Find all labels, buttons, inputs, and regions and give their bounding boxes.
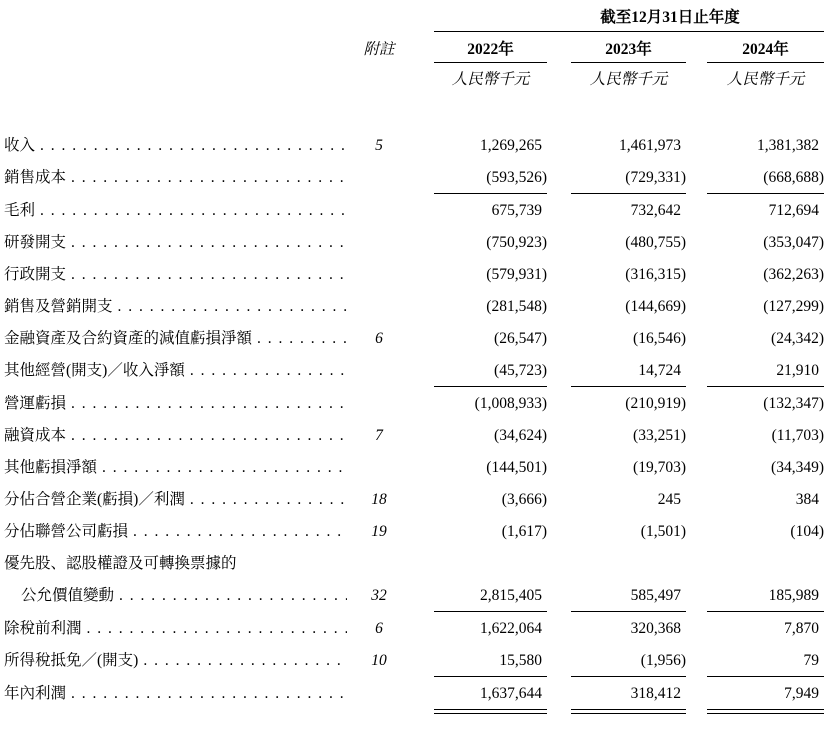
table-row <box>4 522 824 542</box>
note-cell: 10 <box>371 652 387 669</box>
value-cell <box>571 426 686 446</box>
row-label <box>4 426 356 446</box>
value-text: (19,703) <box>633 459 686 476</box>
note-column-header: 附註 <box>363 41 395 58</box>
dot-leader <box>71 394 347 414</box>
value-cell <box>707 329 824 349</box>
value-text: (11,703) <box>771 427 824 444</box>
row-label-text: 毛利 <box>4 202 36 219</box>
value-cell <box>571 522 686 542</box>
table-row <box>4 361 824 387</box>
value-cell <box>707 684 824 710</box>
row-label-text: 融資成本 <box>4 427 67 444</box>
value-cell <box>571 586 686 612</box>
row-label-text: 分佔合營企業(虧損)／利潤 <box>4 491 185 508</box>
value-cell <box>434 554 547 574</box>
dot-leader <box>143 651 347 671</box>
value-cell <box>707 490 824 510</box>
value-cell <box>571 490 686 510</box>
unit-label-2023: 人民幣千元 <box>589 71 668 88</box>
row-label <box>4 265 356 285</box>
row-label <box>4 490 356 510</box>
dot-leader <box>190 490 347 510</box>
value-cell <box>434 394 547 414</box>
row-label <box>4 684 356 704</box>
period-header: 截至12月31日止年度 <box>434 8 824 32</box>
table-header-years-row <box>4 40 824 63</box>
value-cell <box>434 458 547 478</box>
note-cell: 32 <box>371 587 387 604</box>
value-text: (132,347) <box>763 395 824 412</box>
value-text: (668,688) <box>763 169 824 186</box>
dot-leader <box>71 684 347 704</box>
value-text: (1,956) <box>640 652 686 669</box>
value-text: (480,755) <box>625 234 686 251</box>
value-cell <box>571 554 686 574</box>
value-cell <box>434 168 547 194</box>
value-text: 15,580 <box>499 652 542 669</box>
note-cell: 18 <box>371 491 387 508</box>
table-row <box>4 201 824 221</box>
value-text: (24,342) <box>771 330 824 347</box>
row-label-text: 研發開支 <box>4 234 67 251</box>
value-text: (144,501) <box>486 459 547 476</box>
row-label-text: 行政開支 <box>4 266 67 283</box>
value-text: 675,739 <box>491 202 542 219</box>
value-text: (1,501) <box>640 523 686 540</box>
table-row <box>4 426 824 446</box>
table-row <box>4 297 824 317</box>
value-text: (281,548) <box>486 298 547 315</box>
value-cell <box>434 265 547 285</box>
dot-leader <box>40 136 347 156</box>
row-label-text: 公允價值變動 <box>21 587 115 604</box>
dot-leader <box>71 426 347 446</box>
value-cell <box>707 201 824 221</box>
value-text: 1,637,644 <box>480 685 542 702</box>
year-column-header-2023: 2023年 <box>571 40 686 63</box>
value-cell <box>571 619 686 639</box>
value-text: 318,412 <box>630 685 681 702</box>
table-row <box>4 136 824 156</box>
table-row <box>4 651 824 677</box>
row-label <box>4 586 356 606</box>
row-label <box>4 168 356 188</box>
row-label <box>4 394 356 414</box>
dot-leader <box>71 168 347 188</box>
note-cell: 5 <box>375 137 383 154</box>
value-text: (353,047) <box>763 234 824 251</box>
value-cell <box>707 394 824 414</box>
row-label-text: 銷售成本 <box>4 169 67 186</box>
row-label <box>4 361 356 381</box>
row-label <box>4 233 356 253</box>
note-cell: 6 <box>375 330 383 347</box>
value-cell <box>707 522 824 542</box>
value-text: (33,251) <box>633 427 686 444</box>
row-label-text: 其他經營(開支)／收入淨額 <box>4 362 185 379</box>
value-text: 245 <box>657 491 681 508</box>
value-cell <box>707 619 824 639</box>
table-row <box>4 329 824 349</box>
dot-leader <box>71 265 347 285</box>
value-cell <box>434 490 547 510</box>
table-header-period-row <box>4 8 824 32</box>
row-label-text: 營運虧損 <box>4 395 67 412</box>
table-body <box>4 136 824 710</box>
value-text: 732,642 <box>630 202 681 219</box>
row-label <box>4 522 356 542</box>
value-text: (16,546) <box>633 330 686 347</box>
value-cell <box>707 136 824 156</box>
row-label-text: 其他虧損淨額 <box>4 459 98 476</box>
dot-leader <box>133 522 347 542</box>
value-cell <box>571 297 686 317</box>
row-label <box>4 201 356 221</box>
value-cell <box>434 586 547 612</box>
value-text: 21,910 <box>776 362 819 379</box>
value-text: 2,815,405 <box>480 587 542 604</box>
row-label-text: 銷售及營銷開支 <box>4 298 113 315</box>
value-text: 1,381,382 <box>757 137 819 154</box>
row-label <box>4 458 356 478</box>
row-label-text: 年內利潤 <box>4 685 67 702</box>
table-row <box>4 458 824 478</box>
value-text: 185,989 <box>768 587 819 604</box>
value-cell <box>571 201 686 221</box>
row-label-text: 收入 <box>4 137 36 154</box>
year-column-header-2022: 2022年 <box>434 40 547 63</box>
value-cell <box>707 361 824 387</box>
dot-leader <box>257 329 347 349</box>
row-label-text: 所得稅抵免／(開支) <box>4 652 139 669</box>
value-cell <box>434 201 547 221</box>
value-cell <box>707 651 824 677</box>
value-text: 1,269,265 <box>480 137 542 154</box>
value-text: (1,008,933) <box>474 395 547 412</box>
value-cell <box>571 265 686 285</box>
value-text: (127,299) <box>763 298 824 315</box>
value-cell <box>707 554 824 574</box>
value-text: 1,622,064 <box>480 620 542 637</box>
dot-leader <box>190 361 347 381</box>
row-label <box>4 136 356 156</box>
table-row <box>4 619 824 639</box>
value-cell <box>571 361 686 387</box>
value-cell <box>571 136 686 156</box>
dot-leader <box>102 458 347 478</box>
value-text: 320,368 <box>630 620 681 637</box>
dot-leader <box>87 619 347 639</box>
value-cell <box>707 426 824 446</box>
unit-label-2022: 人民幣千元 <box>451 71 530 88</box>
value-cell <box>434 361 547 387</box>
row-label <box>4 329 356 349</box>
row-label-text: 優先股、認股權證及可轉換票據的 <box>4 555 237 572</box>
value-cell <box>434 329 547 349</box>
dot-leader <box>118 297 347 317</box>
table-row <box>4 586 824 612</box>
value-cell <box>434 619 547 639</box>
table-row <box>4 394 824 414</box>
table-row <box>4 265 824 285</box>
value-text: 79 <box>803 652 819 669</box>
value-text: (34,624) <box>494 427 547 444</box>
value-text: (1,617) <box>501 523 547 540</box>
value-cell <box>571 233 686 253</box>
value-text: (210,919) <box>625 395 686 412</box>
value-text: (579,931) <box>486 266 547 283</box>
row-label <box>4 297 356 317</box>
dot-leader <box>71 233 347 253</box>
table-row <box>4 168 824 194</box>
value-cell <box>434 651 547 677</box>
value-text: (362,263) <box>763 266 824 283</box>
value-cell <box>434 297 547 317</box>
value-text: (45,723) <box>494 362 547 379</box>
row-label <box>4 651 356 671</box>
dot-leader <box>119 586 347 606</box>
value-cell <box>434 426 547 446</box>
value-text: 14,724 <box>638 362 681 379</box>
row-label-text: 分佔聯營公司虧損 <box>4 523 129 540</box>
value-text: (104) <box>790 523 824 540</box>
note-cell: 19 <box>371 523 387 540</box>
value-text: (144,669) <box>625 298 686 315</box>
table-row <box>4 233 824 253</box>
dot-leader <box>40 201 347 221</box>
value-text: (316,315) <box>625 266 686 283</box>
value-text: (750,923) <box>486 234 547 251</box>
value-text: 7,949 <box>784 685 819 702</box>
note-cell: 7 <box>375 427 383 444</box>
value-text: 712,694 <box>768 202 819 219</box>
unit-label-2024: 人民幣千元 <box>726 71 805 88</box>
value-cell <box>434 684 547 710</box>
table-row <box>4 554 824 574</box>
value-cell <box>434 136 547 156</box>
value-cell <box>707 265 824 285</box>
row-label <box>4 619 356 639</box>
value-cell <box>571 168 686 194</box>
value-cell <box>571 458 686 478</box>
row-label-text: 除稅前利潤 <box>4 620 82 637</box>
value-cell <box>707 168 824 194</box>
value-cell <box>707 233 824 253</box>
value-cell <box>434 522 547 542</box>
value-text: 585,497 <box>630 587 681 604</box>
value-text: (3,666) <box>501 491 547 508</box>
value-cell <box>571 684 686 710</box>
row-label-text: 金融資產及合約資產的減值虧損淨額 <box>4 330 253 347</box>
value-text: (729,331) <box>625 169 686 186</box>
value-cell <box>707 586 824 612</box>
value-text: (34,349) <box>771 459 824 476</box>
note-cell: 6 <box>375 620 383 637</box>
table-row <box>4 684 824 710</box>
value-text: (26,547) <box>494 330 547 347</box>
value-text: 7,870 <box>784 620 819 637</box>
value-cell <box>571 394 686 414</box>
value-cell <box>707 297 824 317</box>
value-cell <box>571 329 686 349</box>
value-cell <box>707 458 824 478</box>
year-column-header-2024: 2024年 <box>707 40 824 63</box>
value-text: 384 <box>795 491 819 508</box>
value-cell <box>571 651 686 677</box>
value-cell <box>434 233 547 253</box>
table-row <box>4 490 824 510</box>
value-text: (593,526) <box>486 169 547 186</box>
value-text: 1,461,973 <box>619 137 681 154</box>
table-header-units-row <box>4 70 824 90</box>
row-label <box>4 554 356 574</box>
